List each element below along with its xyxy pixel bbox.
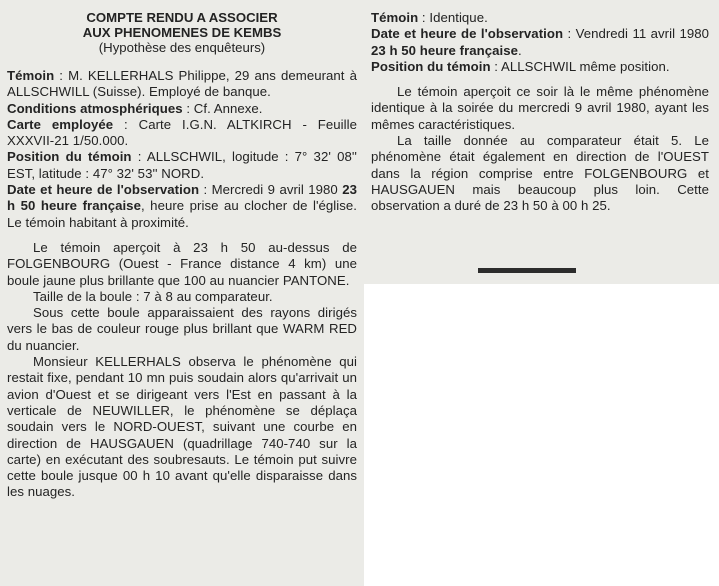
- paragraph: Le témoin aperçoit ce soir là le même phénomène identique à la soirée du mercredi 9 avril 1980, ayant les mêmes caractéristiques.: [371, 84, 709, 132]
- field-separator: :: [54, 68, 69, 83]
- title-line-2: AUX PHENOMENES DE KEMBS: [82, 25, 282, 40]
- field-value: Mercredi 9 avril 1980: [211, 182, 343, 198]
- field-label: Date et heure de l'observation: [371, 26, 564, 42]
- field-label: Position du témoin: [7, 149, 132, 165]
- field-separator: :: [563, 26, 576, 42]
- paragraph: La taille donnée au comparateur était 5. Le phénomène était également en direction de l'OUEST dans la région comprise entre FOLGENBOURG et HAUSGAUEN mais beaucoup plus loin. Cette observation a duré de 23 h 50 à 00 h 25.: [371, 133, 709, 214]
- field-separator: :: [182, 100, 194, 116]
- field-separator: :: [113, 116, 139, 132]
- field-value: Cf. Annexe.: [193, 100, 263, 116]
- field-carte: [7, 117, 357, 150]
- field-position: [7, 149, 357, 182]
- report-title: [7, 10, 357, 40]
- field-value-bold: 23 h 50 heure française: [371, 42, 519, 58]
- field-value: Vendredi 11 avril 1980: [575, 26, 709, 42]
- paragraph: Le témoin aperçoit à 23 h 50 au-dessus de FOLGENBOURG (Ouest - France distance 4 km) une boule jaune plus brillante que 100 au nuancier PANTONE.: [7, 239, 357, 288]
- field-label: Carte employée: [7, 116, 114, 132]
- field-value: ALLSCHWIL même position.: [501, 58, 670, 74]
- field-separator: :: [199, 182, 212, 198]
- field-label: Témoin: [7, 68, 55, 83]
- field-value-bold: 23 h 50 heure française: [7, 182, 357, 214]
- field-label: Témoin: [371, 10, 419, 25]
- title-line-1: COMPTE RENDU A ASSOCIER: [86, 10, 278, 25]
- field-conditions: [7, 101, 357, 117]
- field-value: .: [518, 42, 522, 58]
- field-label: Date et heure de l'observation: [7, 182, 200, 198]
- field-value: M. KELLERHALS Philippe, 29 ans demeurant à ALLSCHWILL (Suisse). Employé de banque.: [7, 68, 357, 100]
- field-label: Position du témoin: [371, 58, 491, 74]
- field-value: Identique.: [429, 10, 488, 25]
- field-value: ALLSCHWIL, logitude : 7° 32' 08'' EST, latitude : 47° 32' 53'' NORD.: [7, 149, 357, 181]
- right-column: [371, 10, 709, 215]
- field-position: [371, 59, 709, 75]
- report-subtitle: (Hypothèse des enquêteurs): [98, 40, 266, 55]
- field-separator: :: [131, 149, 147, 165]
- field-label: Conditions atmosphériques: [7, 100, 183, 116]
- paragraph: Monsieur KELLERHALS observa le phénomène qui restait fixe, pendant 10 mn puis soudain alors qu'arrivait un avion d'Ouest et se dirigeant vers l'Est en passant à la verticale de NEUWILLER, le phénomène se déplaça soudain vers le NORD-OUEST, suivant une courbe en direction de HAUSGAUEN (quadrillage 740-740 sur la carte) en exécutant des soubresauts. Le témoin put suivre cette boule jusque 00 h 10 avant qu'elle disparaisse dans les nuages.: [7, 354, 357, 500]
- field-value: Carte I.G.N. ALTKIRCH - Feuille XXXVII-21 1/50.000.: [7, 116, 357, 149]
- field-date: [371, 26, 709, 59]
- field-temoin: [7, 68, 357, 101]
- field-date: [7, 182, 357, 231]
- section-divider-rule: [478, 268, 576, 273]
- paragraph: Taille de la boule : 7 à 8 au comparateur.: [33, 288, 273, 304]
- field-separator: :: [490, 58, 502, 74]
- field-value: , heure prise au clocher de l'église. Le témoin habitant à proximité.: [7, 198, 357, 230]
- field-separator: :: [418, 10, 430, 25]
- field-temoin: [371, 10, 709, 26]
- left-column: [7, 68, 357, 501]
- paragraph: Sous cette boule apparaissaient des rayons dirigés vers le bas de couleur rouge plus brillant que WARM RED du nuancier.: [7, 305, 357, 353]
